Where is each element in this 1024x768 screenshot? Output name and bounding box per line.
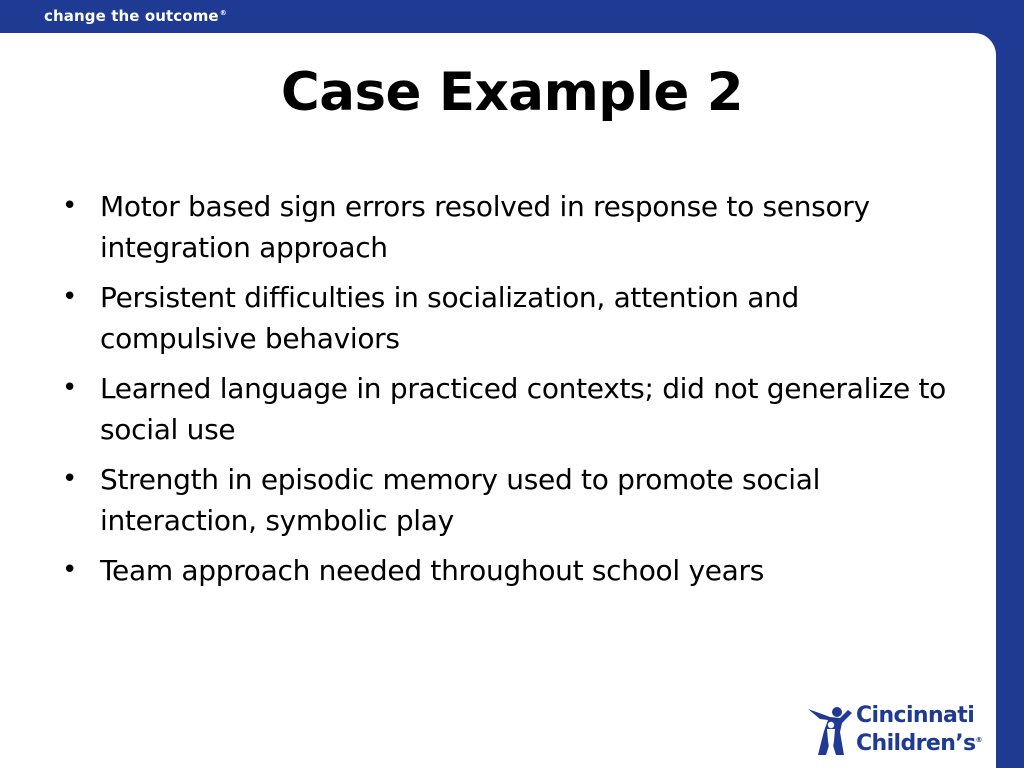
bullet-dot: •: [62, 373, 78, 403]
bullet-dot: •: [62, 191, 78, 221]
bullet-text: Motor based sign errors resolved in response to sensory integration approach: [100, 190, 870, 264]
bullet-item: [58, 368, 958, 450]
bullet-dot: •: [62, 282, 78, 312]
bullet-list: [58, 186, 958, 600]
cincinnati-childrens-logo: [806, 703, 992, 759]
tagline-text: change the outcome: [44, 7, 219, 25]
slide-title: Case Example 2: [280, 62, 744, 123]
bullet-item: [58, 550, 958, 591]
bullet-item: [58, 459, 958, 541]
tagline-trademark: ®: [219, 9, 227, 17]
bullet-text: Persistent difficulties in socialization, attention and compulsive behaviors: [100, 281, 799, 355]
bullet-dot: •: [62, 555, 78, 585]
logo-wordmark: [856, 703, 982, 756]
bullet-item: [58, 186, 958, 268]
logo-line-2-text: Children’s: [856, 731, 976, 756]
logo-trademark: ®: [975, 736, 982, 744]
header-tagline: [44, 7, 227, 25]
bullet-text: Learned language in practiced contexts; did not generalize to social use: [100, 372, 947, 446]
logo-line-1: Cincinnati: [856, 703, 975, 728]
logo-line-2: [856, 728, 982, 756]
bullet-text: Strength in episodic memory used to promote social interaction, symbolic play: [100, 463, 821, 537]
children-figures-icon: [806, 705, 854, 757]
bullet-item: [58, 277, 958, 359]
bullet-dot: •: [62, 464, 78, 494]
bullet-text: Team approach needed throughout school years: [100, 554, 765, 587]
